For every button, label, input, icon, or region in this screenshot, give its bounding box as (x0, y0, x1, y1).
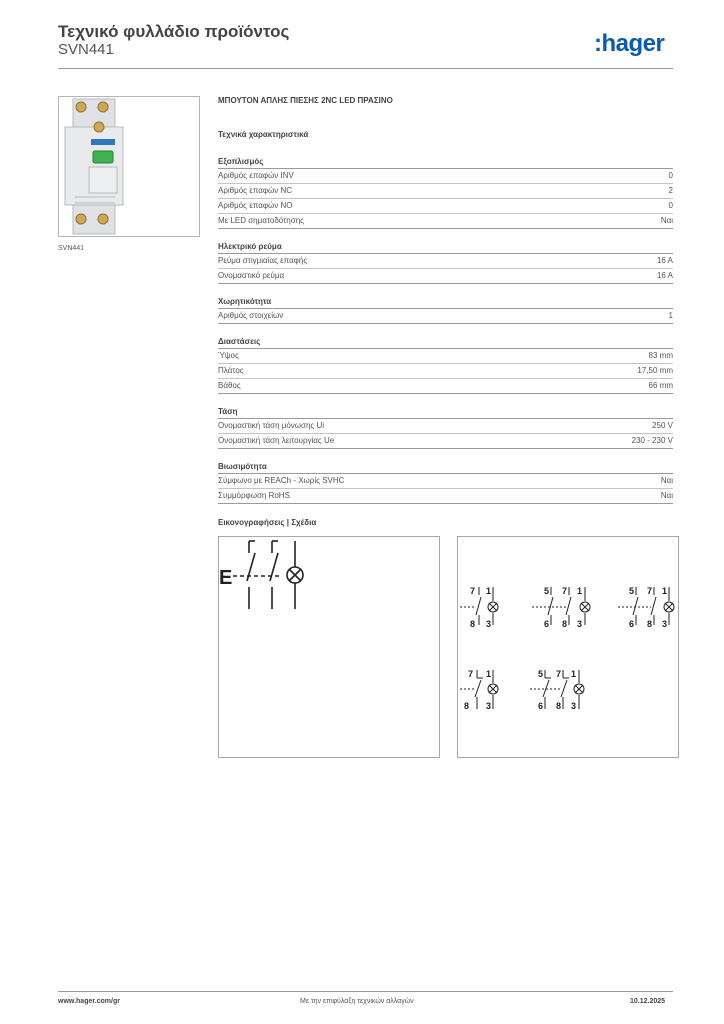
terminal-label: 7 (468, 669, 474, 679)
spec-section (218, 241, 673, 284)
footer-website-link[interactable]: www.hager.com/gr (58, 998, 120, 1005)
spec-label: Αριθμός επαφών NC (218, 186, 293, 195)
spec-row (218, 269, 673, 284)
spec-label: Ρεύμα στιγμιαίας επαφής (218, 256, 308, 265)
svg-text::hager: :hager (594, 30, 665, 56)
terminal-label: 8 (647, 619, 653, 629)
spec-value: 250 V (652, 421, 673, 430)
spec-value: 66 mm (648, 381, 673, 390)
variant-diagram-5 (530, 669, 584, 711)
spec-row (218, 214, 673, 229)
illustrations-heading: Εικονογραφήσεις | Σχέδια (218, 518, 317, 527)
section-title: Ηλεκτρικό ρεύμα (218, 241, 673, 254)
product-name: ΜΠΟΥΤΟΝ ΑΠΛΗΣ ΠΙΕΣΗΣ 2NC LED ΠΡΑΣΙΝΟ (218, 96, 393, 105)
spec-value: 0 (668, 171, 673, 180)
terminal-label: 3 (662, 619, 668, 629)
footer-notice: Με την επιφύλαξη τεχνικών αλλαγών (300, 998, 414, 1005)
tech-heading: Τεχνικά χαρακτηριστικά (218, 130, 309, 139)
spec-label: Πλάτος (218, 366, 244, 375)
spec-value: 16 A (656, 271, 673, 280)
terminal-label: 8 (464, 701, 470, 711)
spec-section (218, 336, 673, 394)
header-divider (58, 68, 673, 69)
spec-row (218, 254, 673, 269)
spec-section (218, 296, 673, 324)
terminal-label: 8 (562, 619, 568, 629)
spec-value: 17,50 mm (637, 366, 673, 375)
terminal-label: 1 (571, 669, 577, 679)
spec-content (218, 96, 673, 504)
spec-row (218, 419, 673, 434)
spec-value: Ναι (660, 476, 673, 485)
spec-row (218, 349, 673, 364)
spec-row (218, 199, 673, 214)
spec-value: 230 - 230 V (631, 436, 673, 445)
section-title: Εξοπλισμός (218, 156, 673, 169)
footer-divider (58, 991, 673, 992)
page-title: Τεχνικό φυλλάδιο προϊόντος (58, 22, 290, 41)
variant-diagram-2 (532, 586, 590, 629)
spec-label: Βάθος (218, 381, 241, 390)
spec-label: Σύμφωνο με REACh - Χωρίς SVHC (218, 476, 345, 485)
terminal-label: 7 (556, 669, 562, 679)
actuator-label: E (219, 567, 233, 589)
spec-label: Αριθμός επαφών INV (218, 171, 294, 180)
spec-label: Με LED σηματοδότησης (218, 216, 304, 225)
spec-row (218, 364, 673, 379)
terminal-label: 3 (486, 701, 492, 711)
terminal-label: 3 (571, 701, 577, 711)
terminal-label: 5 (538, 669, 544, 679)
terminal-label: 7 (562, 586, 568, 596)
spec-label: Αριθμός στοιχείων (218, 311, 284, 320)
terminal-label: 3 (577, 619, 583, 629)
section-title: Τάση (218, 406, 673, 419)
terminal-label: 1 (577, 586, 583, 596)
spec-row (218, 474, 673, 489)
spec-label: Ύψος (218, 351, 239, 360)
variant-diagram-1 (460, 586, 498, 629)
terminal-label: 1 (486, 669, 492, 679)
terminal-label: 5 (544, 586, 550, 596)
spec-row (218, 309, 673, 324)
spec-label: Συμμόρφωση RoHS (218, 491, 290, 500)
terminal-label: 5 (629, 586, 635, 596)
terminal-label: 7 (647, 586, 653, 596)
variant-diagram-3 (618, 586, 674, 629)
spec-value: Ναι (660, 491, 673, 500)
wiring-diagram-main (218, 536, 440, 758)
spec-value: 83 mm (648, 351, 673, 360)
spec-value: 1 (668, 311, 673, 320)
terminal-label: 1 (662, 586, 668, 596)
terminal-label: 1 (486, 586, 492, 596)
spec-value: Ναι (660, 216, 673, 225)
terminal-label: 6 (544, 619, 550, 629)
spec-label: Αριθμός επαφών NO (218, 201, 293, 210)
terminal-label: 8 (556, 701, 562, 711)
wiring-diagram-variants (457, 536, 679, 758)
terminal-label: 8 (470, 619, 476, 629)
spec-row (218, 169, 673, 184)
spec-value: 16 A (656, 256, 673, 265)
variant-diagram-4 (460, 669, 498, 711)
spec-row (218, 379, 673, 394)
spec-sections (218, 156, 673, 504)
spec-row (218, 489, 673, 504)
hager-logo (594, 30, 676, 56)
spec-section (218, 156, 673, 229)
spec-value: 2 (668, 186, 673, 195)
spec-label: Ονομαστικό ρεύμα (218, 271, 285, 280)
spec-label: Ονομαστική τάση λειτουργίας Ue (218, 436, 335, 445)
terminal-label: 3 (486, 619, 492, 629)
spec-row (218, 184, 673, 199)
spec-label: Ονομαστική τάση μόνωσης Ui (218, 421, 325, 430)
spec-section (218, 461, 673, 504)
terminal-label: 6 (538, 701, 544, 711)
footer-date: 10.12.2025 (630, 998, 666, 1005)
section-title: Διαστάσεις (218, 336, 673, 349)
terminal-label: 7 (470, 586, 476, 596)
spec-section (218, 406, 673, 449)
spec-row (218, 434, 673, 449)
section-title: Βιωσιμότητα (218, 461, 673, 474)
spec-value: 0 (668, 201, 673, 210)
product-code: SVN441 (58, 41, 114, 58)
product-image (58, 96, 200, 237)
terminal-label: 6 (629, 619, 635, 629)
product-image-caption: SVN441 (58, 245, 85, 252)
section-title: Χωρητικότητα (218, 296, 673, 309)
